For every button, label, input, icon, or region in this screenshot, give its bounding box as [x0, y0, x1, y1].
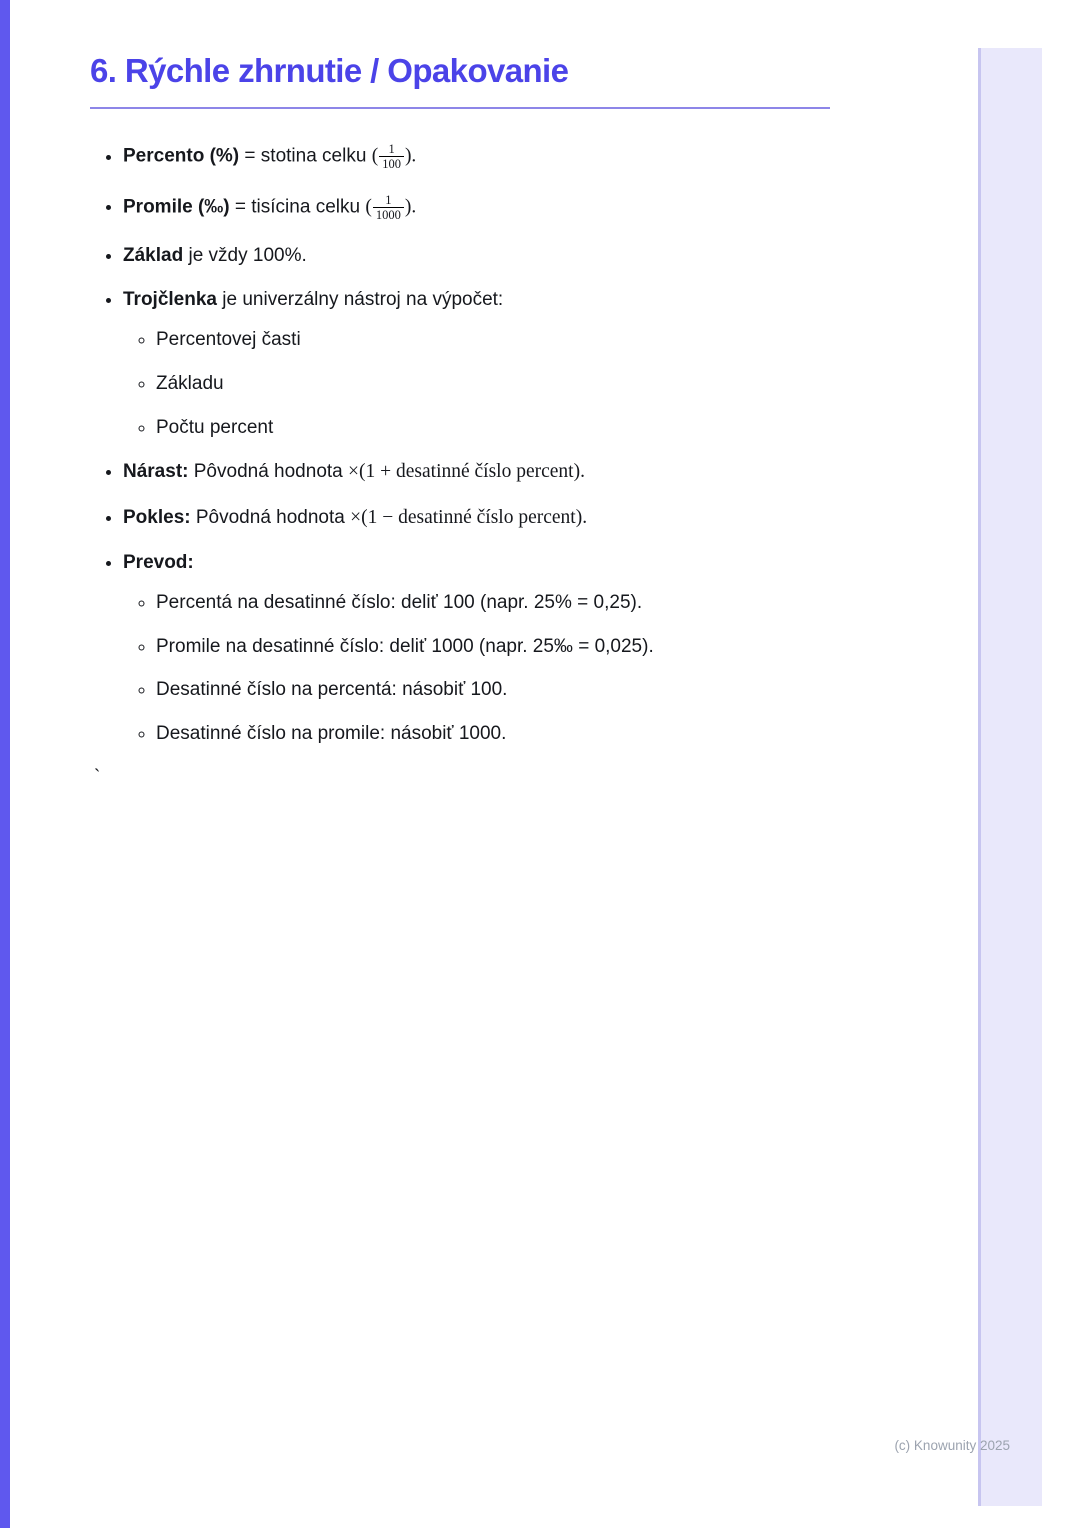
term-label: Trojčlenka: [123, 289, 217, 311]
fraction-denominator: 1000: [375, 208, 401, 223]
term-text: = stotina celku: [239, 145, 372, 167]
sub-item-text: Percentovej časti: [156, 329, 301, 350]
term-text: je vždy 100%.: [183, 244, 307, 266]
term-text: Pôvodná hodnota: [188, 461, 349, 483]
list-item-pokles: [123, 506, 832, 530]
fraction-denominator: 100: [382, 157, 401, 172]
list-item-narast: [123, 460, 832, 484]
term-text: je univerzálny nástroj na výpočet:: [217, 289, 504, 311]
sub-item-text: Promile na desatinné číslo: deliť 1000 (napr. 25‰ = 0,025).: [156, 635, 654, 657]
fraction: [373, 193, 404, 223]
list-item-zaklad: [123, 244, 832, 268]
page-title: 6. Rýchle zhrnutie / Opakovanie: [90, 52, 569, 89]
sub-item-text: Desatinné číslo na percentá: násobiť 100.: [156, 679, 508, 701]
left-accent-bar: [0, 0, 10, 1528]
sub-item: [156, 416, 832, 440]
term-label: Promile (‰): [123, 196, 230, 218]
term-label: Prevod:: [123, 552, 194, 573]
sub-item: [156, 328, 832, 352]
term-text: Pôvodná hodnota: [190, 506, 351, 528]
list-item-prevod: [123, 551, 832, 746]
term-label: Nárast:: [123, 461, 189, 483]
term-text: = tisícina celku: [229, 196, 366, 218]
sub-item-text: Percentá na desatinné číslo: deliť 100 (napr. 25% = 0,25).: [156, 591, 643, 613]
sub-item-text: Desatinné číslo na promile: násobiť 1000.: [156, 723, 507, 744]
math-paren-close: ).: [404, 196, 417, 218]
math-paren-open: (: [365, 196, 372, 218]
term-label: Percento (%): [123, 145, 240, 167]
fraction-numerator: 1: [379, 142, 404, 157]
fraction: [379, 142, 404, 172]
summary-list: [90, 142, 832, 746]
term-label: Základ: [123, 244, 184, 266]
sub-item: [156, 635, 832, 659]
sub-item: [156, 722, 832, 746]
sub-item: [156, 591, 832, 615]
math-paren-close: ).: [404, 145, 417, 167]
list-item-promile: [123, 193, 832, 223]
list-item-percento: [123, 142, 832, 172]
term-label: Pokles:: [123, 506, 191, 528]
math-expression: ×(1 − desatinné číslo percent).: [350, 506, 588, 528]
prevod-sublist: [123, 591, 832, 746]
fraction-numerator: 1: [373, 193, 404, 208]
document-content: [90, 52, 832, 789]
sub-item: [156, 678, 832, 702]
sub-item-text: Počtu percent: [156, 416, 274, 438]
list-item-trojclenka: [123, 288, 832, 439]
math-paren-open: (: [371, 145, 379, 167]
stray-character: `: [94, 766, 101, 788]
sub-item-text: Základu: [156, 372, 224, 394]
trojclenka-sublist: [123, 328, 832, 439]
sub-item: [156, 372, 832, 396]
side-margin-strip: [978, 48, 1042, 1506]
copyright-text: (c) Knowunity 2025: [894, 1438, 1010, 1453]
title-divider: [90, 107, 830, 109]
math-expression: ×(1 + desatinné číslo percent).: [348, 461, 585, 483]
